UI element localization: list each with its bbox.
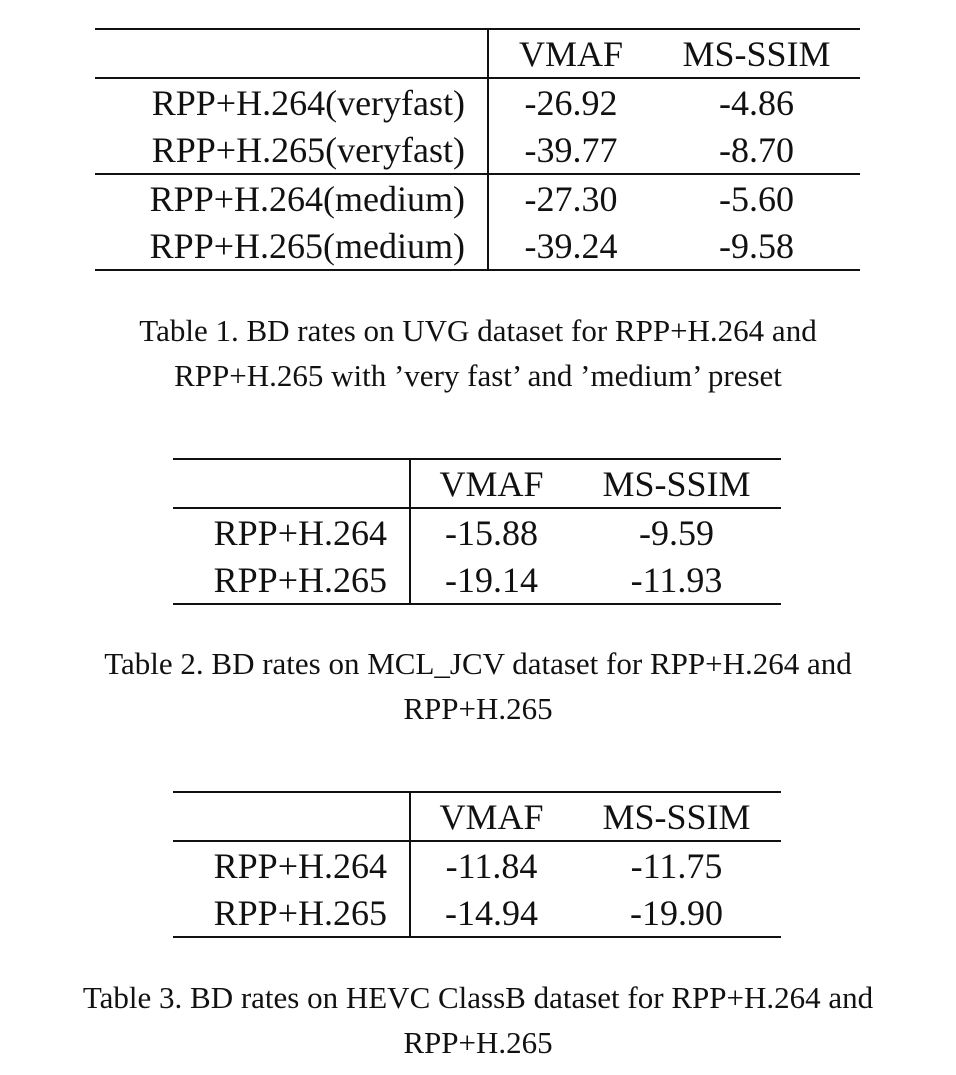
caption-line: RPP+H.265 with ’very fast’ and ’medium’ preset [174, 358, 782, 393]
vmaf-value: -11.84 [410, 841, 572, 889]
caption-line: Table 3. BD rates on HEVC ClassB dataset for RPP+H.264 and [82, 980, 874, 1015]
caption-line: RPP+H.265 [403, 1025, 553, 1060]
msssim-value: -9.58 [653, 222, 860, 270]
vmaf-value: -26.92 [488, 78, 653, 126]
row-label: RPP+H.265 [173, 556, 410, 604]
table-1 [95, 28, 860, 271]
table-3-caption [0, 975, 956, 1065]
msssim-value: -11.75 [572, 841, 781, 889]
table-2-header-msssim: MS-SSIM [572, 459, 781, 508]
caption-line: Table 2. BD rates on MCL_JCV dataset for RPP+H.264 and [104, 646, 852, 681]
table-1-header-row [95, 29, 860, 78]
table-1-header-empty [95, 29, 488, 78]
table-2-header-row [173, 459, 781, 508]
table-row [95, 174, 860, 222]
table-1-caption [0, 308, 956, 398]
table-row [173, 508, 781, 556]
table-3-header-vmaf: VMAF [410, 792, 572, 841]
table-3-header-msssim: MS-SSIM [572, 792, 781, 841]
vmaf-value: -39.24 [488, 222, 653, 270]
msssim-value: -4.86 [653, 78, 860, 126]
vmaf-value: -27.30 [488, 174, 653, 222]
msssim-value: -9.59 [572, 508, 781, 556]
table-3-header-empty [173, 792, 410, 841]
row-label: RPP+H.264 [173, 841, 410, 889]
row-label: RPP+H.264(medium) [95, 174, 488, 222]
table-2-caption [0, 641, 956, 731]
msssim-value: -8.70 [719, 129, 794, 170]
row-label: RPP+H.265(medium) [95, 222, 488, 270]
table-3 [173, 791, 781, 938]
caption-line: Table 1. BD rates on UVG dataset for RPP+H.264 and [139, 313, 817, 348]
row-label: RPP+H.264(veryfast) [95, 78, 488, 126]
table-2-header-empty [173, 459, 410, 508]
table-row [173, 889, 781, 937]
table-row [173, 841, 781, 889]
table-2-header-vmaf: VMAF [410, 459, 572, 508]
table-row [95, 222, 860, 270]
vmaf-value: -14.94 [410, 889, 572, 937]
msssim-value: -5.60 [653, 174, 860, 222]
table-row [173, 556, 781, 604]
vmaf-value: -19.14 [410, 556, 572, 604]
caption-line: RPP+H.265 [403, 691, 553, 726]
table-row [95, 126, 860, 174]
msssim-value: -11.93 [572, 556, 781, 604]
vmaf-value: -15.88 [410, 508, 572, 556]
table-row [95, 78, 860, 126]
row-label: RPP+H.265(veryfast) [95, 126, 488, 174]
table-1-header-msssim: MS-SSIM [653, 29, 860, 78]
msssim-value: -19.90 [572, 889, 781, 937]
row-label: RPP+H.265 [173, 889, 410, 937]
table-1-header-vmaf: VMAF [488, 29, 653, 78]
table-3-header-row [173, 792, 781, 841]
row-label: RPP+H.264 [173, 508, 410, 556]
table-2 [173, 458, 781, 605]
vmaf-value: -39.77 [524, 129, 618, 170]
